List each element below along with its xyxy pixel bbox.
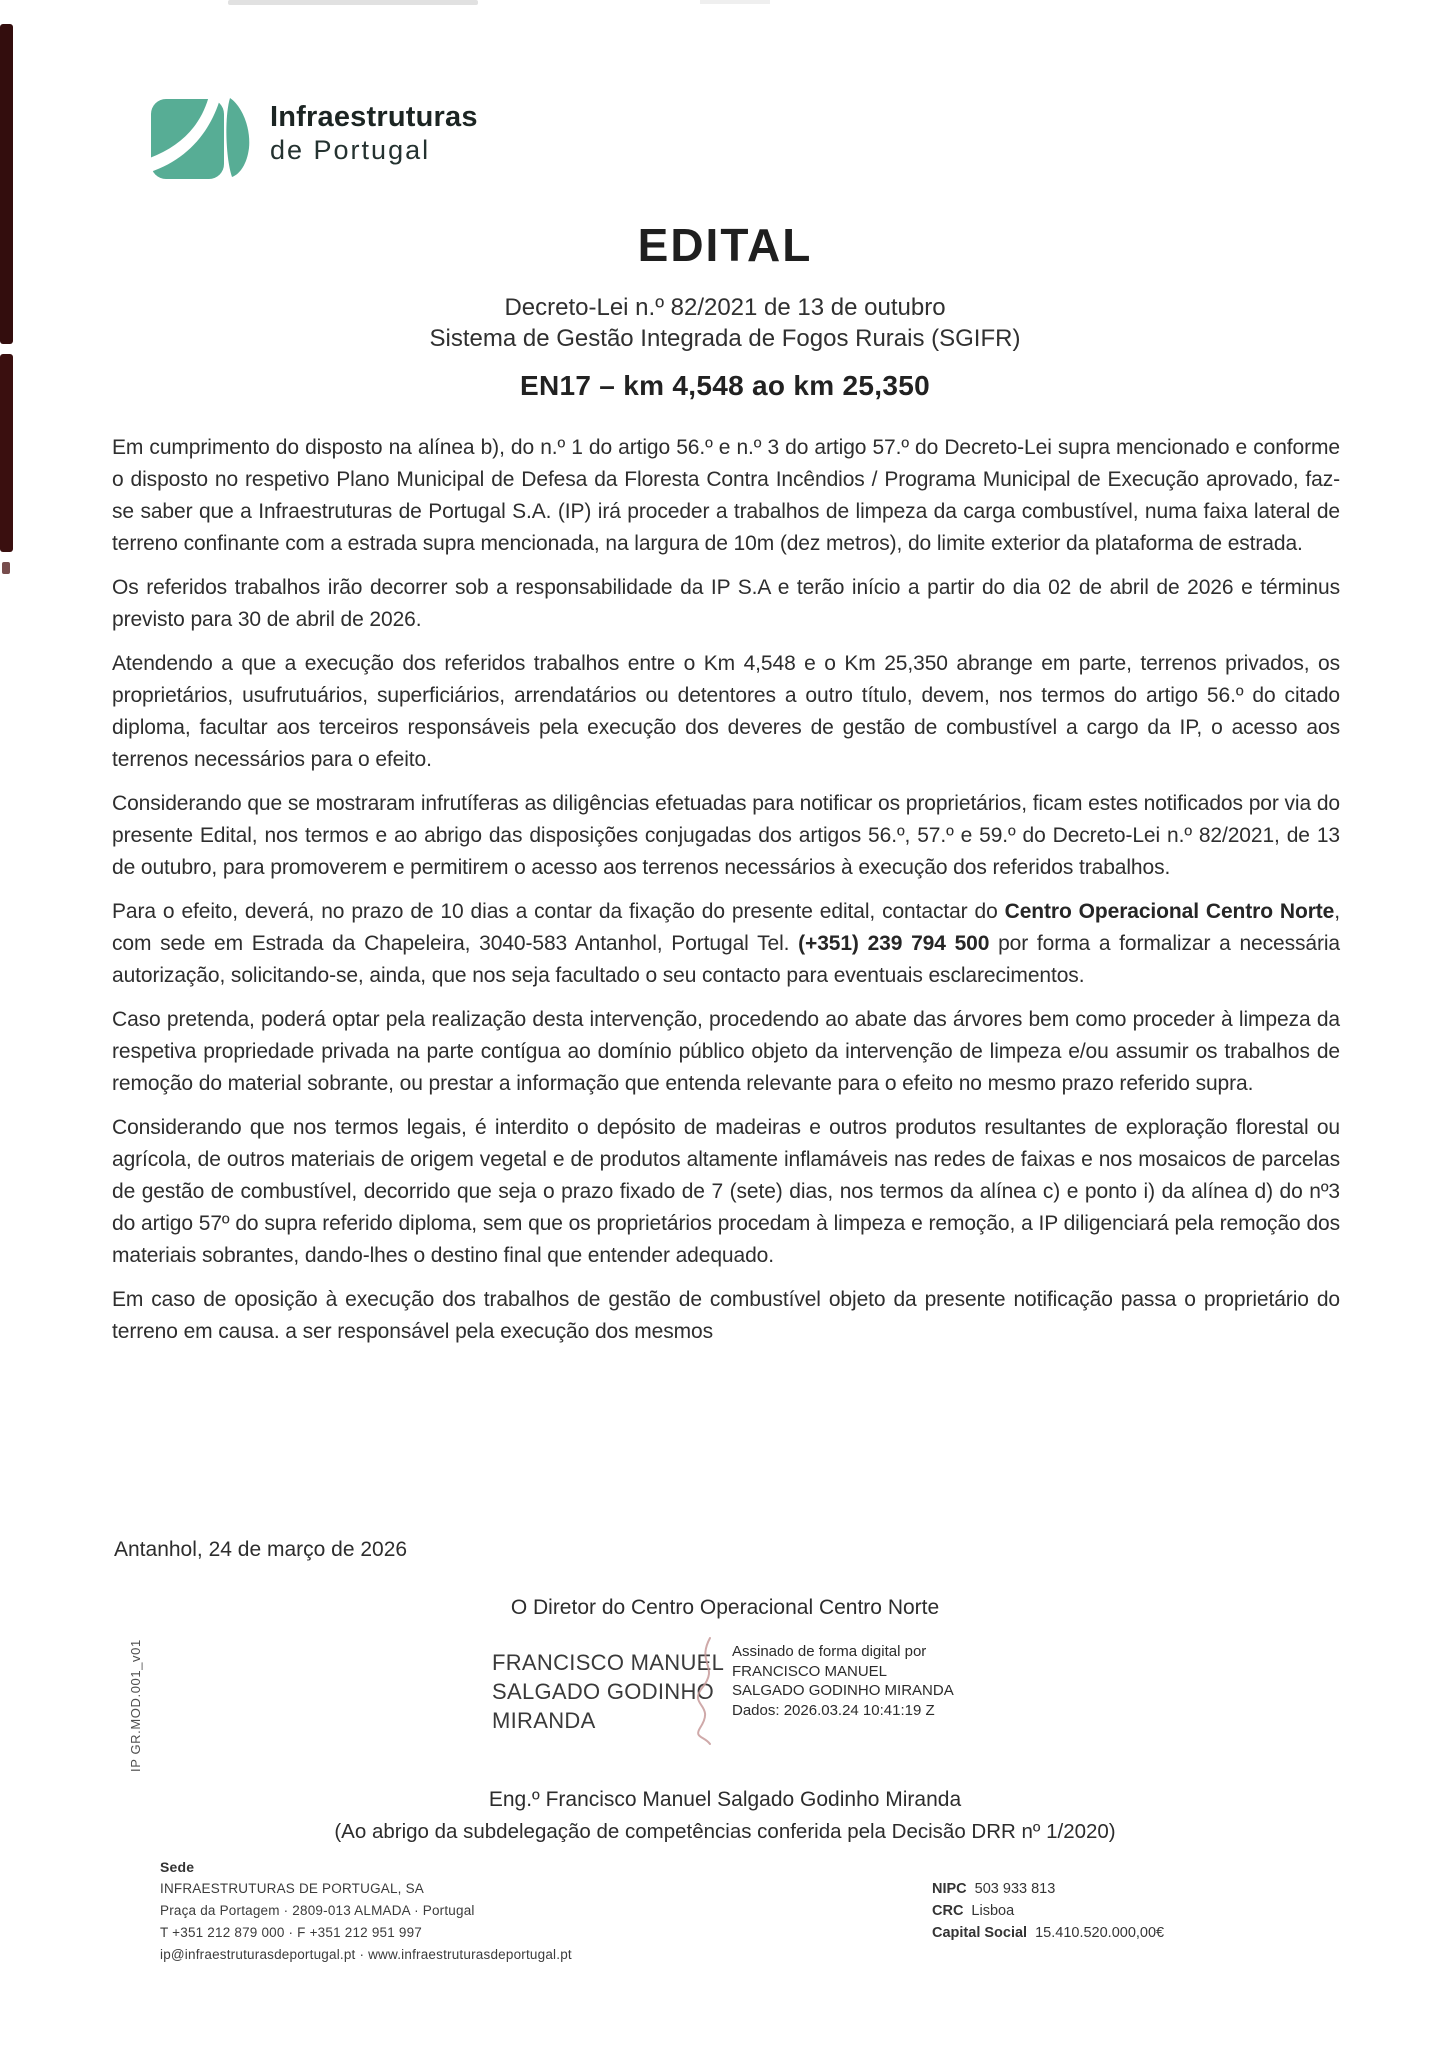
line: Assinado de forma digital por — [732, 1643, 927, 1660]
paragraph: Em caso de oposição à execução dos trabalhos de gestão de combustível objeto da presente notificação passa o proprietário do terreno em causa. a ser responsável pela execução dos mesmos — [112, 1288, 1340, 1343]
paragraph: Considerando que se mostraram infrutíferas as diligências efetuadas para notificar os proprietários, ficam estes notificados por via do presente Edital, nos termos e ao abrigo das disposições conjugadas dos artigos 56.º, 57.º e 59.º do Decreto-Lei n.º 82/2021, de 13 de outubro, para promoverem e permitirem o acesso aos terrenos necessários à execução dos referidos trabalhos. — [112, 792, 1340, 879]
line: ip@infraestruturasdeportugal.pt · www.infraestruturasdeportugal.pt — [160, 1947, 572, 1962]
footer-left — [160, 1856, 572, 1966]
brand-name-line2: de Portugal — [270, 135, 431, 165]
line: SALGADO GODINHO MIRANDA — [732, 1682, 954, 1699]
scan-artifact-top-smudge — [700, 0, 770, 4]
paragraph: Considerando que nos termos legais, é interdito o depósito de madeiras e outros produtos resultantes de exploração florestal ou agrícola, de outros materiais de origem vegetal e de produtos altamente inflamáveis nas redes de faixas e nos mosaicos de parcelas de gestão de combustível, decorrido que seja o prazo fixado de 7 (sete) dias, nos termos da alínea c) e ponto i) da alínea d) do nº3 do artigo 57º do supra referido diploma, sem que os proprietários procedam à limpeza e remoção, a IP diligenciará pela remoção dos materiais sobrantes, dando-lhes o destino final que entender adequado. — [112, 1116, 1340, 1267]
decree-line: Decreto-Lei n.º 82/2021 de 13 de outubro — [504, 294, 946, 321]
line: INFRAESTRUTURAS DE PORTUGAL, SA — [160, 1881, 424, 1896]
footer-right-row: CRC Lisboa — [932, 1903, 1015, 1919]
title-block — [110, 220, 1340, 402]
dateline: Antanhol, 24 de março de 2026 — [114, 1538, 408, 1561]
form-code-vertical: IP GR.MOD.001_v01 — [128, 1639, 143, 1772]
line: FRANCISCO MANUEL — [492, 1650, 725, 1675]
line: FRANCISCO MANUEL — [732, 1662, 888, 1680]
signer-title: Eng.º Francisco Manuel Salgado Godinho Miranda — [488, 1788, 962, 1811]
brand-header — [150, 98, 478, 180]
footer-sede-label: Sede — [160, 1859, 195, 1875]
paragraph: Caso pretenda, poderá optar pela realização desta intervenção, procedendo ao abate das árvores bem como proceder à limpeza da respetiva propriedade privada na parte contígua ao domínio público objeto da intervenção de limpeza e/ou assumir os trabalhos de remoção do material sobrante, ou prestar a informação que entenda relevante para o efeito no mesmo prazo referido supra. — [112, 1008, 1340, 1095]
digital-signature-details — [732, 1642, 954, 1720]
paragraph: Os referidos trabalhos irão decorrer sob a responsabilidade da IP S.A e terão início a partir do dia 02 de abril de 2026 e términus previsto para 30 de abril de 2026. — [112, 576, 1340, 631]
signature-stroke-icon — [686, 1634, 730, 1752]
paragraph: Para o efeito, deverá, no prazo de 10 dias a contar da fixação do presente edital, contactar do Centro Operacional Centro Norte, com sede em Estrada da Chapeleira, 3040-583 Antanhol, Portugal Tel. (+351) 239 794 500 por forma a formalizar a necessária autorização, solicitando-se, ainda, que nos seja facultado o seu contacto para eventuais esclarecimentos. — [112, 900, 1341, 987]
line: T +351 212 879 000 · F +351 212 951 997 — [160, 1925, 423, 1940]
road-range: EN17 – km 4,548 ao km 25,350 — [519, 370, 930, 401]
edital-body — [112, 432, 1340, 1360]
ip-logo-icon — [150, 98, 254, 180]
brand-text — [270, 98, 478, 166]
line: Dados: 2026.03.24 10:41:19 Z — [732, 1701, 935, 1719]
footer-right-row: NIPC 503 933 813 — [932, 1881, 1056, 1897]
footer-right-row: Capital Social 15.410.520.000,00€ — [932, 1925, 1165, 1941]
line: MIRANDA — [492, 1708, 596, 1733]
footer-right — [932, 1878, 1164, 1944]
footer-left-lines — [160, 1878, 572, 1966]
brand-name-line1: Infraestruturas — [270, 101, 478, 133]
system-line: Sistema de Gestão Integrada de Fogos Rurais (SGIFR) — [429, 325, 1021, 352]
line: SALGADO GODINHO — [492, 1679, 715, 1704]
scan-artifact-left-strip — [0, 354, 13, 552]
director-line: O Diretor do Centro Operacional Centro Norte — [510, 1596, 940, 1619]
scan-artifact-top-smudge — [228, 0, 478, 5]
line: Praça da Portagem · 2809-013 ALMADA · Portugal — [160, 1903, 475, 1918]
paragraph: Atendendo a que a execução dos referidos trabalhos entre o Km 4,548 e o Km 25,350 abrange em parte, terrenos privados, os proprietários, usufrutuários, superficiários, arrendatários ou detentores a outro título, devem, nos termos do artigo 56.º do citado diploma, facultar aos terceiros responsáveis pela execução dos deveres de gestão de combustível a cargo da IP, o acesso aos terrenos necessários para o efeito. — [112, 652, 1340, 771]
delegation-note: (Ao abrigo da subdelegação de competências conferida pela Decisão DRR nº 1/2020) — [334, 1820, 1116, 1843]
scan-artifact-left-dot — [2, 562, 10, 574]
page-title: EDITAL — [637, 219, 813, 271]
scan-artifact-left-strip — [0, 24, 13, 344]
paragraph: Em cumprimento do disposto na alínea b), do n.º 1 do artigo 56.º e n.º 3 do artigo 57.º do Decreto-Lei supra mencionado e conforme o disposto no respetivo Plano Municipal de Defesa da Floresta Contra Incêndios / Programa Municipal de Execução aprovado, faz-se saber que a Infraestruturas de Portugal S.A. (IP) irá proceder a trabalhos de limpeza da carga combustível, numa faixa lateral de terreno confinante com a estrada supra mencionada, na largura de 10m (dez metros), do limite exterior da plataforma de estrada. — [112, 436, 1340, 555]
